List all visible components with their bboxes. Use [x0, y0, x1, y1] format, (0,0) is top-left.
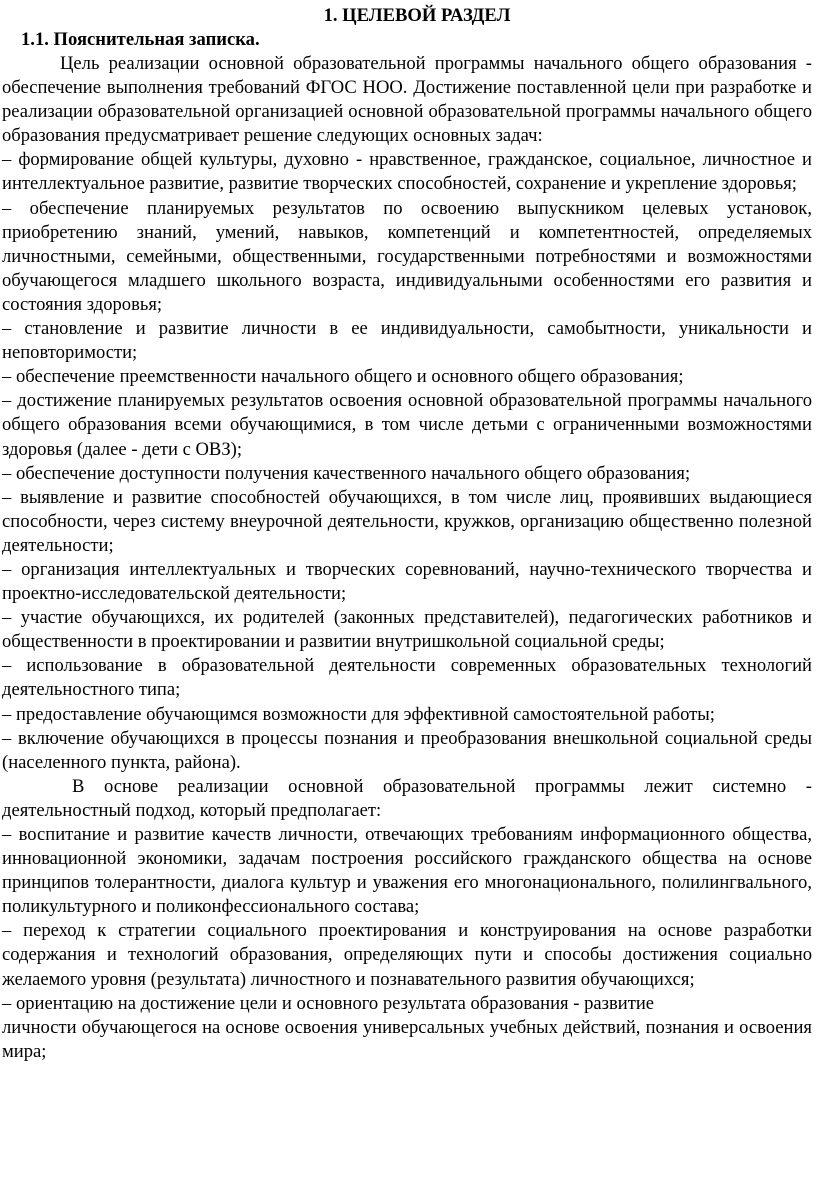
task-item: – выявление и развитие способностей обучающихся, в том числе лиц, проявивших выдающиеся способности, через систему внеурочной деятельности, кружков, организацию общественно полезной деятельности; — [2, 486, 812, 556]
task-item: – становление и развитие личности в ее индивидуальности, самобытности, уникальности и неповторимости; — [2, 318, 812, 364]
task-item: – формирование общей культуры, духовно - нравственное, гражданское, социальное, личностное и интеллектуальное развитие, развитие творческих способностей, сохранение и укрепление здоровья; — [2, 149, 812, 195]
document-page — [0, 4, 816, 1189]
approach-item: – переход к стратегии социального проектирования и конструирования на основе разработки содержания и технологий образования, определяющих пути и способы достижения социально желаемого уровня (результата) личностного и познавательного развития обучающихся; — [2, 920, 812, 990]
task-item: – предоставление обучающимся возможности для эффективной самостоятельной работы; — [2, 703, 715, 725]
approach-paragraph: В основе реализации основной образовательной программы лежит системно - деятельностный подход, который предполагает: — [2, 775, 812, 821]
task-item: – обеспечение планируемых результатов по освоению выпускником целевых установок, приобретению знаний, умений, навыков, компетенций и компетентностей, определяемых личностными, семейными, общественными, государственными потребностями и возможностями обучающегося младшего школьного возраста, индивидуальными особенностями его развития и состояния здоровья; — [2, 197, 812, 315]
task-item: – организация интеллектуальных и творческих соревнований, научно-технического творчества и проектно-исследовательской деятельности; — [2, 558, 812, 605]
section-title: 1. ЦЕЛЕВОЙ РАЗДЕЛ — [323, 5, 511, 26]
subsection-title: 1.1. Пояснительная записка. — [21, 29, 260, 50]
task-item: – использование в образовательной деятельности современных образовательных технологий деятельностного типа; — [2, 655, 812, 701]
intro-paragraph: Цель реализации основной образовательной программы начального общего образования - обеспечение выполнения требований ФГОС НОО. Достижение поставленной цели при разработке и реализации образовательной организацией основной образовательной программы начального общего образования предусматривает решение следующих основных задач: — [2, 53, 812, 147]
approach-item: – воспитание и развитие качеств личности, отвечающих требованиям информационного общества, инновационной экономики, задачам построения российского гражданского общества на основе принципов толерантности, диалога культур и уважения его многонационального, полилингвального, поликультурного и поликонфессионального состава; — [2, 824, 812, 918]
approach-item: – ориентацию на достижение цели и основного результата образования - развитие — [2, 992, 655, 1014]
approach-item-continuation: личности обучающегося на основе освоения универсальных учебных действий, познания и освоения мира; — [2, 1016, 812, 1062]
task-item: – обеспечение преемственности начального общего и основного общего образования; — [2, 366, 684, 388]
task-item: – включение обучающихся в процессы познания и преобразования внешкольной социальной среды (населенного пункта, района). — [2, 727, 812, 773]
task-item: – достижение планируемых результатов освоения основной образовательной программы начального общего образования всеми обучающимися, в том числе детьми с ограниченными возможностями здоровья (далее - дети с ОВЗ); — [2, 390, 812, 460]
task-item: – обеспечение доступности получения качественного начального общего образования; — [2, 462, 691, 484]
task-item: – участие обучающихся, их родителей (законных представителей), педагогических работников и общественности в проектировании и развитии внутришкольной социальной среды; — [2, 607, 812, 653]
